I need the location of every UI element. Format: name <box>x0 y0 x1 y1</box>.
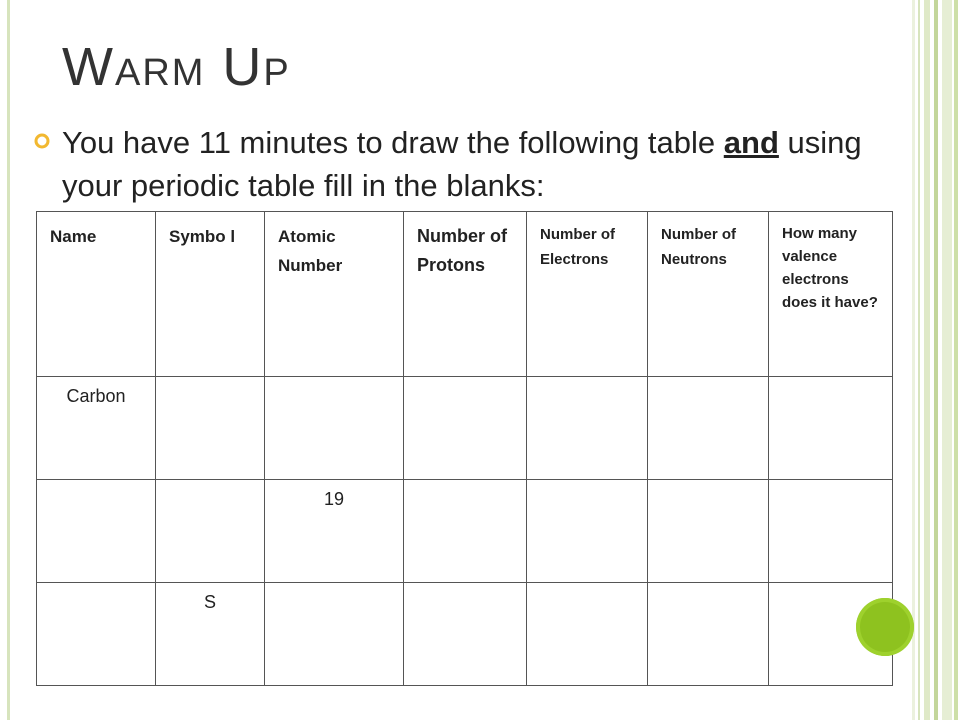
table-cell <box>769 377 893 480</box>
header-symbol: Symbo l <box>156 212 265 377</box>
table-cell <box>156 480 265 583</box>
table-cell <box>527 583 648 686</box>
table-cell <box>404 480 527 583</box>
right-bar <box>912 0 915 720</box>
header-atomic-number: Atomic Number <box>265 212 404 377</box>
table-cell <box>265 583 404 686</box>
table-cell: S <box>156 583 265 686</box>
table-cell <box>648 583 769 686</box>
bullet-text-emphasis: and <box>723 125 779 160</box>
table-cell <box>265 377 404 480</box>
right-bar <box>924 0 930 720</box>
table-cell <box>648 480 769 583</box>
table-cell <box>527 480 648 583</box>
table-row <box>37 480 893 583</box>
header-number-of-neutrons: Number of Neutrons <box>648 212 769 377</box>
right-bar <box>942 0 952 720</box>
table-cell <box>37 583 156 686</box>
header-number-of-electrons: Number of Electrons <box>527 212 648 377</box>
element-table <box>36 211 893 686</box>
right-decorative-bars <box>912 0 960 720</box>
header-number-of-protons: Number of Protons <box>404 212 527 377</box>
table-cell <box>527 377 648 480</box>
table-row <box>37 377 893 480</box>
table-cell <box>37 480 156 583</box>
bullet-text <box>62 121 892 207</box>
bullet-text-prefix: You have 11 minutes to draw the following table <box>62 125 724 160</box>
header-name: Name <box>37 212 156 377</box>
right-bar <box>918 0 920 720</box>
table-cell <box>404 377 527 480</box>
right-bar <box>934 0 938 720</box>
ring-bullet-icon <box>34 133 50 149</box>
table-cell <box>156 377 265 480</box>
right-bar <box>954 0 958 720</box>
slide-title: Warm Up <box>62 37 291 97</box>
table-row <box>37 583 893 686</box>
green-circle-decoration <box>856 598 914 656</box>
table-header-row <box>37 212 893 377</box>
table-cell <box>404 583 527 686</box>
table-cell <box>648 377 769 480</box>
table-cell <box>769 480 893 583</box>
left-accent-rule <box>7 0 10 720</box>
table-cell: 19 <box>265 480 404 583</box>
header-valence-electrons: How many valence electrons does it have? <box>769 212 893 377</box>
bullet-text-suffix: using your periodic table fill in the blanks: <box>62 125 862 203</box>
table-cell: Carbon <box>37 377 156 480</box>
